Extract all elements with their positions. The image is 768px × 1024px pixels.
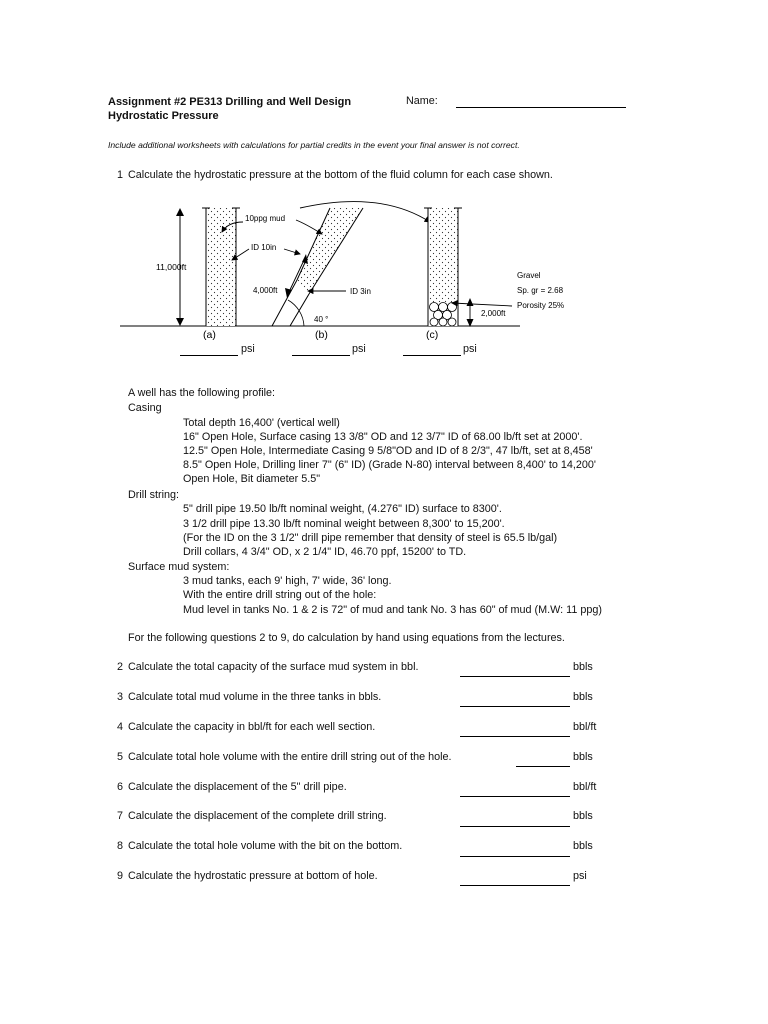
angle-40-label: 40 ° xyxy=(314,315,329,324)
question-unit: bbls xyxy=(573,840,593,852)
gravel-label: Gravel xyxy=(517,271,541,280)
question-number: 3 xyxy=(117,691,124,703)
drill-string-line: 5" drill pipe 19.50 lb/ft nominal weight, (4.276" ID) surface to 8300'. xyxy=(183,503,502,515)
answer-line-a[interactable] xyxy=(180,355,238,356)
question-text: Calculate the total hole volume with the bit on the bottom. xyxy=(128,840,403,852)
case-c-label: (c) xyxy=(426,329,439,341)
question-text: Calculate total hole volume with the entire drill string out of the hole. xyxy=(128,751,452,763)
q1-number: 1 xyxy=(117,169,124,181)
hydrostatic-figure xyxy=(0,0,768,370)
psi-unit-c: psi xyxy=(463,343,477,355)
question-text: Calculate the displacement of the 5" drill pipe. xyxy=(128,781,347,793)
case-b-label: (b) xyxy=(315,329,328,341)
mud-system-line: With the entire drill string out of the hole: xyxy=(183,589,377,601)
question-unit: bbl/ft xyxy=(573,781,597,793)
instructions-note: Include additional worksheets with calculations for partial credits in the event your final answer is not correct. xyxy=(108,140,520,150)
length-2000-label: 2,000ft xyxy=(481,309,506,318)
mud-system-line: Mud level in tanks No. 1 & 2 is 72" of mud and tank No. 3 has 60" of mud (M.W: 11 ppg) xyxy=(183,604,602,616)
height-11000-label: 11,000ft xyxy=(156,262,187,272)
question-text: Calculate the displacement of the complete drill string. xyxy=(128,810,387,822)
question-text: Calculate the total capacity of the surface mud system in bbl. xyxy=(128,661,419,673)
psi-unit-a: psi xyxy=(241,343,255,355)
answer-line[interactable] xyxy=(460,826,570,827)
gravel-bed xyxy=(429,302,458,326)
answer-line[interactable] xyxy=(516,766,570,767)
question-unit: bbl/ft xyxy=(573,721,597,733)
question-unit: bbls xyxy=(573,691,593,703)
assignment-title: Assignment #2 PE313 Drilling and Well Design xyxy=(108,96,352,108)
answer-line[interactable] xyxy=(460,796,570,797)
casing-line: 8.5" Open Hole, Drilling liner 7" (6" ID) (Grade N-80) interval between 8,400' to 14,200' xyxy=(183,459,596,471)
q1-text: Calculate the hydrostatic pressure at the bottom of the fluid column for each case shown. xyxy=(128,169,553,181)
drill-string-line: Drill collars, 4 3/4" OD, x 2 1/4" ID, 46.70 ppf, 15200' to TD. xyxy=(183,546,467,558)
psi-unit-b: psi xyxy=(352,343,366,355)
case-a-label: (a) xyxy=(203,329,216,341)
question-unit: bbls xyxy=(573,661,593,673)
answer-line[interactable] xyxy=(460,856,570,857)
question-number: 5 xyxy=(117,751,124,763)
casing-heading: Casing xyxy=(128,402,162,414)
answer-line[interactable] xyxy=(460,706,570,707)
answer-line[interactable] xyxy=(460,885,570,886)
name-label: Name: xyxy=(406,95,438,107)
casing-line: 16" Open Hole, Surface casing 13 3/8" OD and 12 3/7" ID of 68.00 lb/ft set at 2000'. xyxy=(183,431,583,443)
mud-system-heading: Surface mud system: xyxy=(128,561,230,573)
specific-gravity-label: Sp. gr = 2.68 xyxy=(517,286,564,295)
answer-line[interactable] xyxy=(460,676,570,677)
question-unit: bbls xyxy=(573,810,593,822)
column-a xyxy=(206,208,236,326)
question-number: 4 xyxy=(117,721,124,733)
question-number: 8 xyxy=(117,840,124,852)
drill-string-line: 3 1/2 drill pipe 13.30 lb/ft nominal weight between 8,300' to 15,200'. xyxy=(183,518,505,530)
column-b-wide xyxy=(297,208,363,294)
mud-system-line: 3 mud tanks, each 9' high, 7' wide, 36' long. xyxy=(183,575,392,587)
casing-line: Total depth 16,400' (vertical well) xyxy=(183,417,340,429)
mud-10ppg-label: 10ppg mud xyxy=(245,214,286,223)
question-text: Calculate the hydrostatic pressure at bottom of hole. xyxy=(128,870,378,882)
drill-string-line: (For the ID on the 3 1/2" drill pipe remember that density of steel is 65.5 lb/gal) xyxy=(183,532,558,544)
answer-line[interactable] xyxy=(460,736,570,737)
length-4000-label: 4,000ft xyxy=(253,286,278,295)
answer-line-b[interactable] xyxy=(292,355,350,356)
question-number: 9 xyxy=(117,870,124,882)
angle-arc xyxy=(288,300,304,326)
profile-intro: A well has the following profile: xyxy=(128,387,276,399)
question-text: Calculate total mud volume in the three tanks in bbls. xyxy=(128,691,382,703)
id-10in-label: ID 10in xyxy=(251,243,277,252)
casing-line: Open Hole, Bit diameter 5.5" xyxy=(183,473,321,485)
casing-line: 12.5" Open Hole, Intermediate Casing 9 5/8"OD and ID of 8 2/3", 47 lb/ft, set at 8,458' xyxy=(183,445,593,457)
question-text: Calculate the capacity in bbl/ft for each well section. xyxy=(128,721,376,733)
question-unit: psi xyxy=(573,870,587,882)
id-3in-label: ID 3in xyxy=(350,287,371,296)
question-number: 6 xyxy=(117,781,124,793)
assignment-subtitle: Hydrostatic Pressure xyxy=(108,110,219,122)
answer-line-c[interactable] xyxy=(403,355,461,356)
porosity-label: Porosity 25% xyxy=(517,301,565,310)
calc-note: For the following questions 2 to 9, do calculation by hand using equations from the lectures. xyxy=(128,632,565,644)
question-unit: bbls xyxy=(573,751,593,763)
question-number: 7 xyxy=(117,810,124,822)
question-number: 2 xyxy=(117,661,124,673)
drill-string-heading: Drill string: xyxy=(128,489,179,501)
